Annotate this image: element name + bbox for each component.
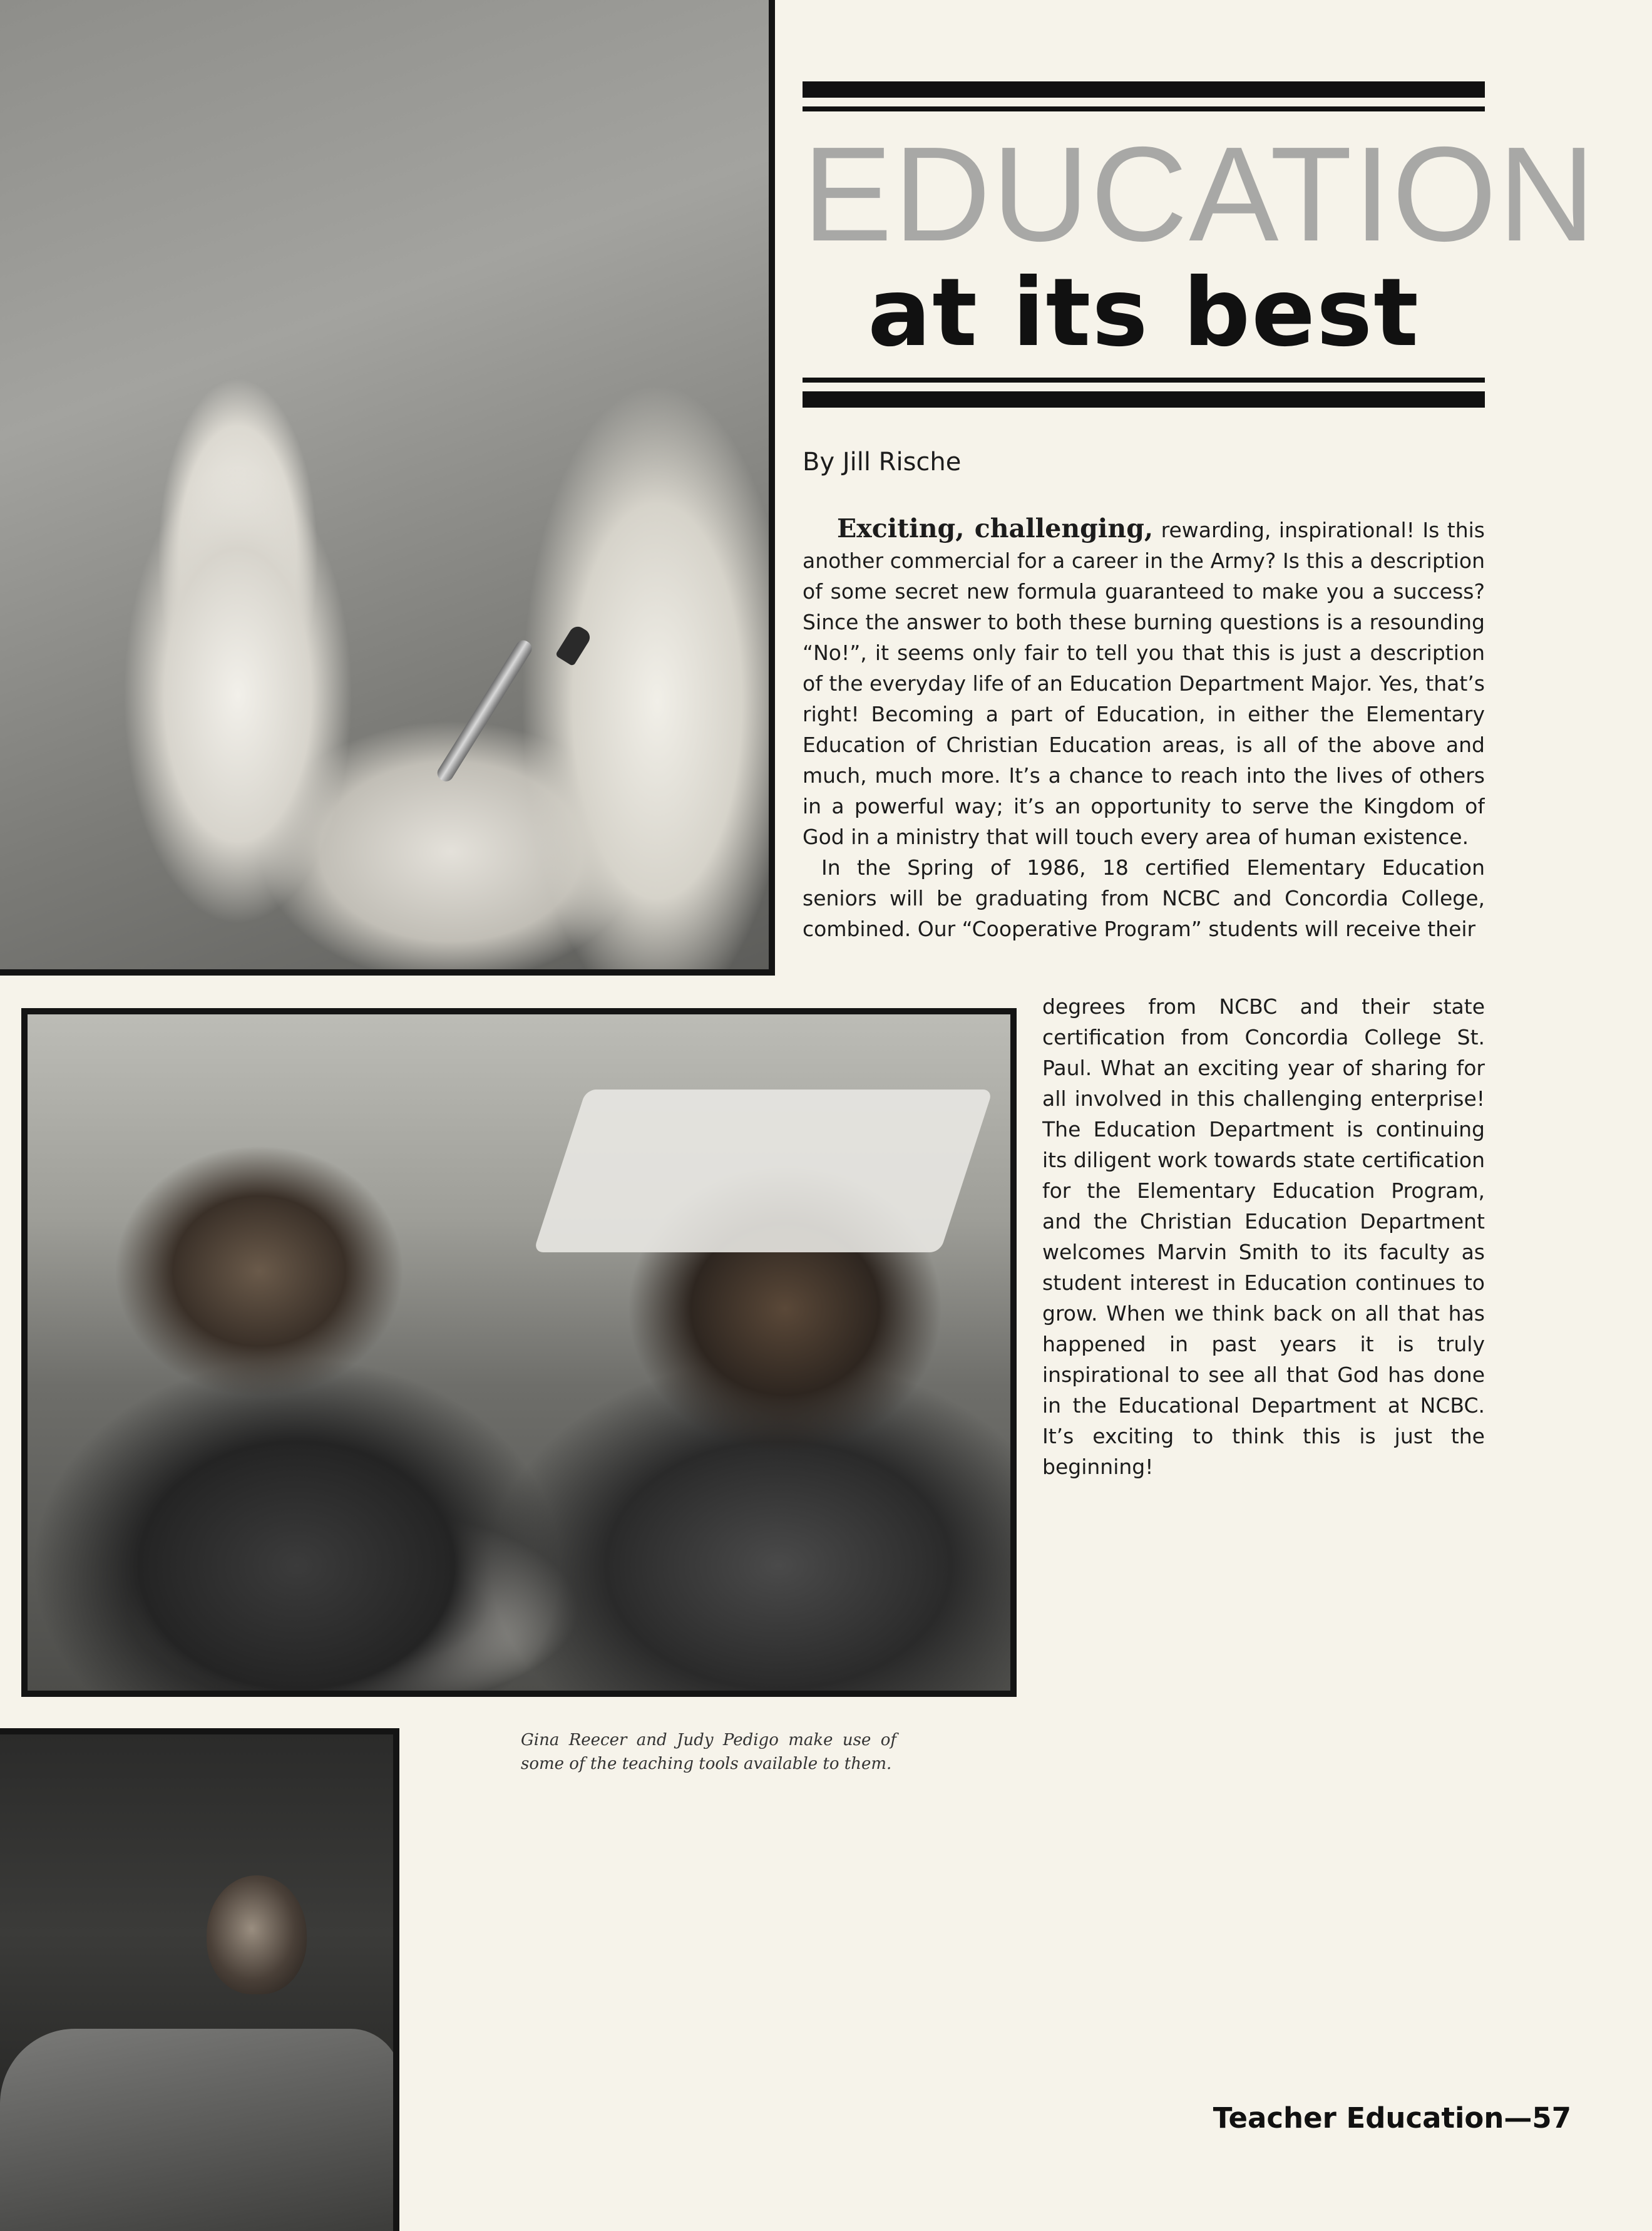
- paintbrush-shape: [434, 637, 535, 784]
- photo-sculpting-hand: [0, 0, 775, 976]
- article-paragraph-2-upper: In the Spring of 1986, 18 certified Elementary Education seniors will be graduating from NCBC and Concordia College, combined. Our “Cooperative Program” students will receive their: [803, 855, 1485, 941]
- article-paragraph-2-lower: degrees from NCBC and their state certification from Concordia College St. Paul. What an exciting year of sharing for all involved in this challenging enterprise! The Education Department is continuing its diligent work towards state certification for the Elementary Education Program, and the Christian Education Department welcomes Marvin Smith to its faculty as student interest in Education continues to grow. When we think back on all that has happened in past years it is truly inspirational to see all that God has done in the Educational Department at NCBC. It’s exciting to think this is just the beginning!: [1042, 994, 1485, 1479]
- photo-caption: Gina Reecer and Judy Pedigo make use of some of the teaching tools available to them.: [521, 1731, 896, 1773]
- paragraph-1-text: rewarding, inspirational! Is this another commercial for a career in the Army? Is this a description of some secret new formula guaranteed to make you a success? Since the answer to both these burning questions is a resounding “No!”, it seems only fair to tell you that this is just a description of the everyday life of an Education Department Major. Yes, that’s right! Becoming a part of Education, in either the Elementary Education of Christian Education areas, is all of the above and much, much more. It’s a chance to reach into the lives of others in a powerful way; it’s an opportunity to serve the Kingdom of God in a ministry that will touch every area of human existence.: [803, 518, 1485, 849]
- paintbrush-tip-shape: [555, 624, 593, 667]
- title-rule-top-thin: [803, 106, 1485, 111]
- title-rule-top-thick: [803, 81, 1485, 98]
- article-column-upper: [803, 513, 1485, 1002]
- photo-table-shape: [533, 1090, 993, 1252]
- article-paragraph-1: [803, 513, 1485, 852]
- photo-girl-at-desk: [0, 1728, 399, 2231]
- photo-girl-head-shape: [207, 1875, 307, 1994]
- title-rule-bottom-thick: [803, 391, 1485, 408]
- page-footer: Teacher Education—57: [1213, 2101, 1571, 2135]
- page-subtitle-at-its-best: at its best: [868, 259, 1420, 368]
- title-rule-bottom-thin: [803, 378, 1485, 383]
- page-title-education: EDUCATION: [803, 118, 1597, 269]
- lead-in-bold: Exciting, challenging,: [837, 513, 1154, 544]
- byline: By Jill Rische: [803, 448, 962, 477]
- photo-students-reading: [21, 1008, 1017, 1697]
- photo-desk-shape: [0, 2029, 399, 2231]
